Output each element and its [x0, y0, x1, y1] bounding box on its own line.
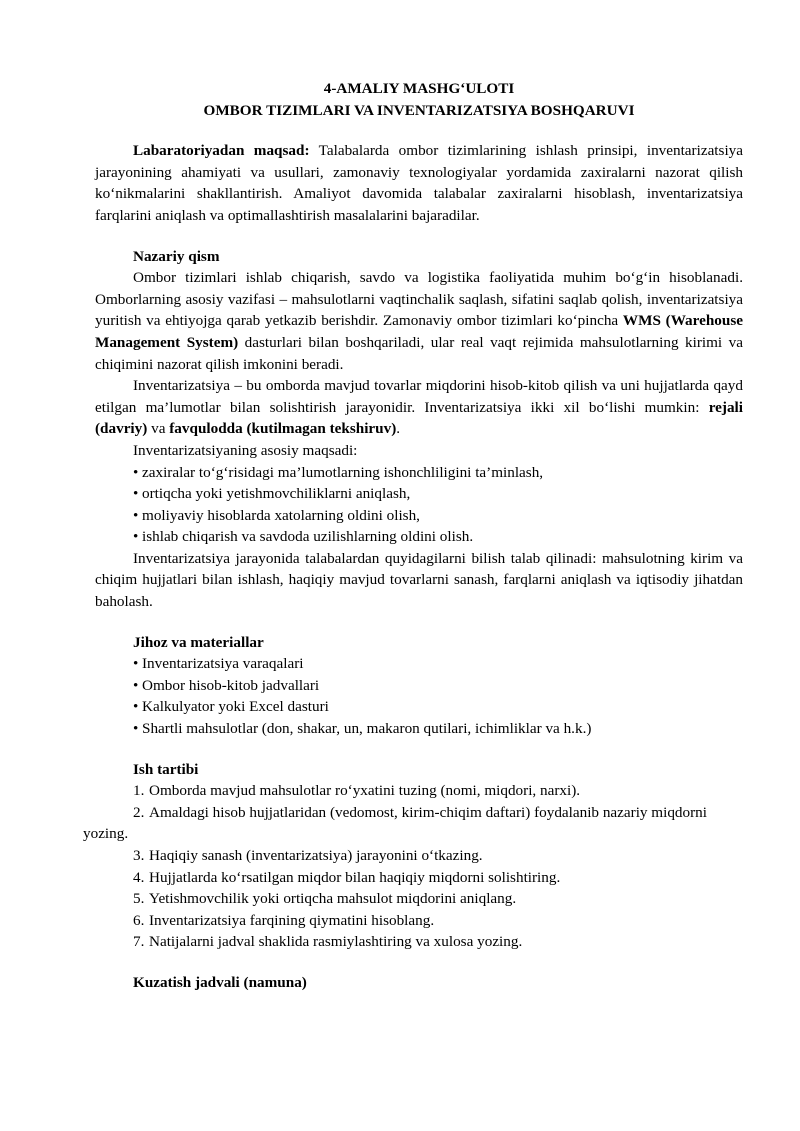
theory-p2-conj: va: [147, 420, 170, 438]
procedure-heading: Ish tartibi: [133, 760, 199, 778]
list-item-text: Inventarizatsiya varaqalari: [142, 655, 304, 673]
step-text: Haqiqiy sanash (inventarizatsiya) jarayonini o‘tkazing.: [149, 847, 483, 864]
equipment-heading: Jihoz va materiallar: [133, 633, 264, 651]
step-number: 6.: [133, 911, 145, 929]
observation-heading: Kuzatish jadvali (namuna): [133, 973, 307, 991]
goals-list: [95, 462, 743, 548]
bullet-icon: •: [133, 655, 139, 673]
list-item: [95, 653, 743, 675]
bullet-icon: •: [133, 463, 139, 481]
theory-heading: Nazariy qism: [133, 247, 220, 265]
step-text: Yetishmovchilik yoki ortiqcha mahsulot miqdorini aniqlang.: [149, 890, 517, 908]
bullet-icon: •: [133, 698, 139, 716]
list-item: [95, 483, 743, 505]
step-number: 3.: [133, 847, 145, 864]
theory-p2-text-a: Inventarizatsiya – bu omborda mavjud tovarlar miqdorini hisob-kitob qilish va uni hujjatlarda qayd etilgan ma’lumotlar bilan solishtirish jarayonidir. Inventarizatsiya ikki xil bo‘lishi mumkin:: [95, 377, 743, 416]
step-continuation: yozing.: [83, 825, 129, 843]
procedure-step: [95, 910, 743, 932]
aim-label: Labaratoriyadan maqsad:: [133, 142, 310, 160]
step-text: Natijalarni jadval shaklida rasmiylashtiring va xulosa yozing.: [149, 933, 523, 951]
aim-paragraph: [95, 140, 743, 226]
bullet-icon: •: [133, 676, 139, 694]
list-item-text: ortiqcha yoki yetishmovchiliklarni aniqlash,: [142, 485, 411, 503]
step-text: Hujjatlarda ko‘rsatilgan miqdor bilan haqiqiy miqdorni solishtiring.: [149, 868, 561, 886]
theory-p1-text-b: dasturlari bilan boshqariladi, ular real vaqt rejimida mahsulotlarning kirimi va chiqimini nazorat qilish imkonini beradi.: [95, 333, 743, 373]
title-line-2: OMBOR TIZIMLARI VA INVENTARIZATSIYA BOSHQARUVI: [203, 101, 635, 119]
step-text: Inventarizatsiya farqining qiymatini hisoblang.: [149, 911, 435, 929]
step-number: 7.: [133, 933, 145, 951]
step-number: 4.: [133, 868, 145, 886]
theory-paragraph-3: Inventarizatsiyaning asosiy maqsadi:: [133, 441, 358, 459]
bullet-icon: •: [133, 528, 139, 546]
list-item: [95, 675, 743, 697]
list-item-text: ishlab chiqarish va savdoda uzilishlarning oldini olish.: [142, 528, 474, 546]
list-item: [95, 462, 743, 484]
step-number: 5.: [133, 890, 145, 908]
theory-paragraph-4: Inventarizatsiya jarayonida talabalardan quyidagilarni bilish talab qilinadi: mahsulotning kirim va chiqim hujjatlari bilan ishlash, haqiqiy mavjud tovarlarni sanash, farqlarni aniqlash va iqtisodiy jihatdan baholash.: [95, 549, 743, 611]
planned-term: rejali (davriy): [95, 398, 743, 438]
step-text: Omborda mavjud mahsulotlar ro‘yxatini tuzing (nomi, miqdori, narxi).: [149, 782, 581, 800]
procedure-list: [83, 780, 743, 953]
list-item-text: Ombor hisob-kitob jadvallari: [142, 676, 320, 694]
procedure-step: [95, 931, 743, 953]
procedure-step: [95, 888, 743, 910]
list-item-text: moliyaviy hisoblarda xatolarning oldini olish,: [142, 506, 420, 524]
theory-paragraph-1: [95, 267, 743, 375]
list-item: [95, 526, 743, 548]
emergency-term: favqulodda (kutilmagan tekshiruv): [169, 420, 397, 438]
list-item-text: Shartli mahsulotlar (don, shakar, un, makaron qutilari, ichimliklar va h.k.): [142, 720, 592, 738]
procedure-step: [95, 867, 743, 889]
theory-p2-end: .: [396, 420, 401, 438]
bullet-icon: •: [133, 506, 139, 524]
list-item: [95, 696, 743, 718]
bullet-icon: •: [133, 720, 139, 738]
list-item-text: Kalkulyator yoki Excel dasturi: [142, 698, 329, 716]
step-text: Amaldagi hisob hujjatlaridan (vedomost, kirim-chiqim daftari) foydalanib nazariy miqdorni: [149, 803, 707, 821]
list-item: [95, 505, 743, 527]
wms-term: WMS (Warehouse Management System): [95, 312, 743, 351]
theory-paragraph-2: [95, 375, 743, 440]
equipment-list: [95, 653, 743, 739]
title-line-1: 4-AMALIY MASHG‘ULOTI: [323, 80, 515, 97]
procedure-step: [95, 780, 743, 802]
step-number: 2.: [133, 803, 145, 821]
bullet-icon: •: [133, 485, 139, 503]
list-item-text: zaxiralar to‘g‘risidagi ma’lumotlarning ishonchliligini ta’minlash,: [142, 463, 544, 481]
theory-p1-text-a: Ombor tizimlari ishlab chiqarish, savdo va logistika faoliyatida muhim bo‘g‘in hisoblanadi. Omborlarning asosiy vazifasi – mahsulotlarni vaqtinchalik saqlash, sifatini saqlab qolish, inventarizatsiya yuritish va ehtiyojga qarab yetkazib berishdir. Zamonaviy ombor tizimlari ko‘pincha: [95, 269, 743, 330]
document-body: [83, 78, 743, 994]
page-title: [95, 78, 743, 121]
aim-text: Talabalarda ombor tizimlarining ishlash prinsipi, inventarizatsiya jarayonining ahamiyati va usullari, zamonaviy texnologiyalar yordamida zaxiralarni nazorat qilish ko‘nikmalarini shakllantirish. Amaliyot davomida talabalar zaxiralarni hisoblash, inventarizatsiya farqlarini aniqlash va optimallashtirish masalalarini bajaradilar.: [95, 142, 743, 224]
procedure-step: [95, 802, 743, 824]
procedure-step: [95, 845, 743, 867]
step-number: 1.: [133, 782, 145, 800]
list-item: [95, 718, 743, 740]
